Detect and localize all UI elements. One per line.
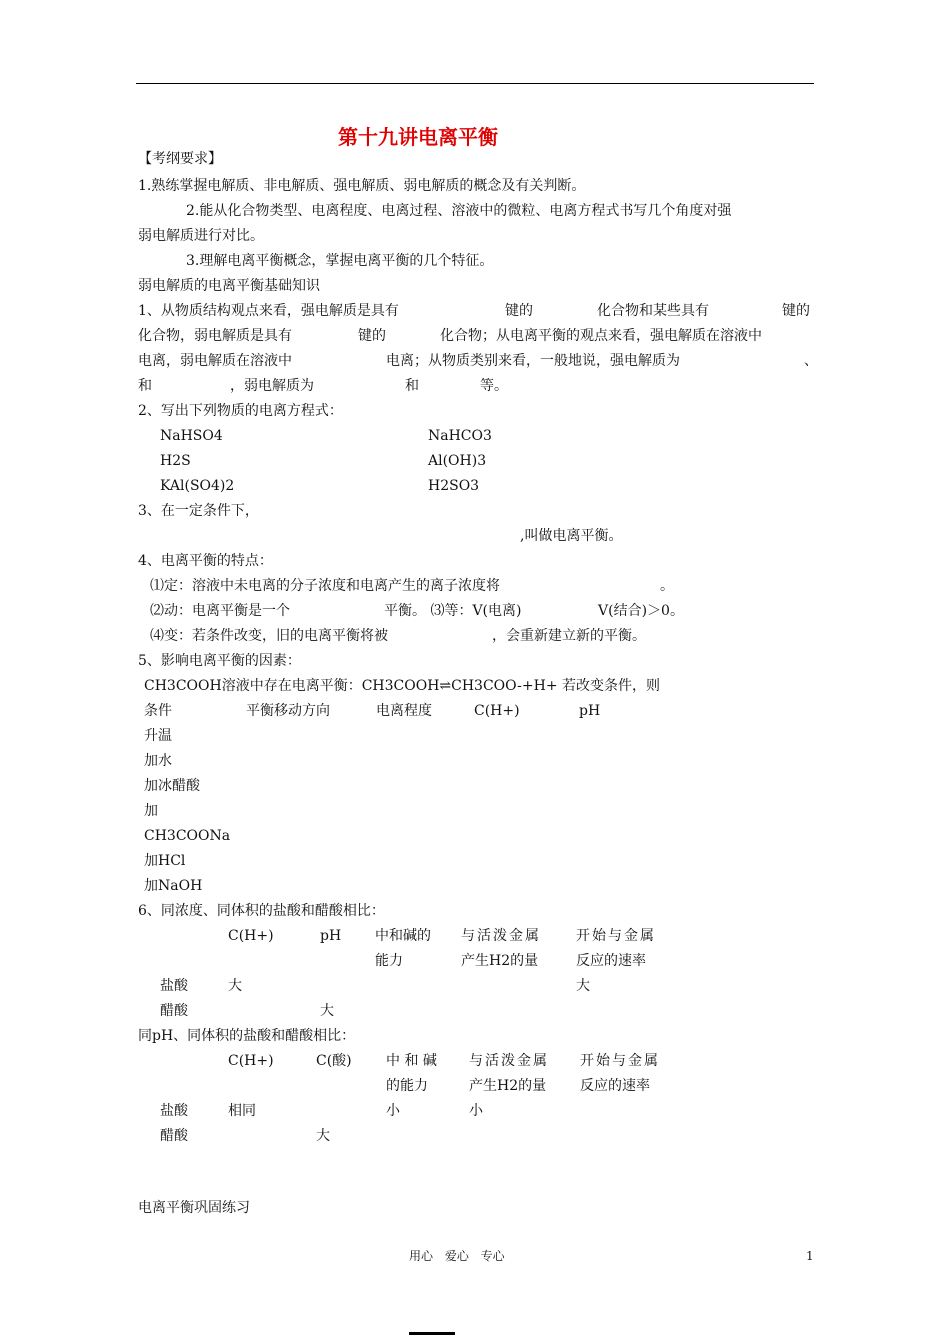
page-title: 第十九讲电离平衡	[338, 125, 498, 149]
q7-cell: 小	[386, 1103, 400, 1119]
q5-row: 升温	[144, 728, 172, 744]
q7-header: C(H+)	[228, 1053, 274, 1069]
q1-text: 电离；从物质类别来看，一般地说，强电解质为	[386, 353, 680, 369]
q7-row-label: 醋酸	[160, 1128, 188, 1144]
q5-row: 加	[144, 803, 158, 819]
q5-header: C(H+)	[474, 703, 520, 719]
q5-row: 加水	[144, 753, 172, 769]
q6-header: pH	[320, 928, 342, 944]
formula: NaHCO3	[428, 428, 492, 444]
q4-text: ⑴定：溶液中未电离的分子浓度和电离产生的离子浓度将	[150, 578, 500, 594]
formula: H2S	[160, 453, 191, 469]
q4-text: ⑵动：电离平衡是一个	[150, 603, 290, 619]
q1-text: 和	[405, 378, 419, 394]
section-practice: 电离平衡巩固练习	[138, 1200, 250, 1216]
q1-text: 键的	[358, 328, 386, 344]
q5-header: 条件	[144, 703, 172, 719]
q1-text: 和	[138, 378, 152, 394]
requirement-2b: 弱电解质进行对比。	[138, 228, 264, 244]
q6-header: 与活泼金属	[461, 928, 541, 944]
q7-header: 反应的速率	[580, 1078, 650, 1094]
q1-text: ，弱电解质为	[230, 378, 314, 394]
q4-text: ，会重新建立新的平衡。	[492, 628, 646, 644]
q7-header: C(酸)	[316, 1053, 352, 1069]
q5-header: pH	[579, 703, 601, 719]
section-basic: 弱电解质的电离平衡基础知识	[138, 278, 320, 294]
q5-row: 加NaOH	[144, 878, 203, 894]
q7-cell: 大	[316, 1128, 330, 1144]
q5-equation: CH3COOH溶液中存在电离平衡：CH3COOH⇌CH3COO-+H+ 若改变条件，则	[144, 678, 660, 694]
q6-cell: 大	[320, 1003, 334, 1019]
q6-row-label: 醋酸	[160, 1003, 188, 1019]
q1-text: 、	[804, 353, 818, 369]
formula: NaHSO4	[160, 428, 223, 444]
q1-text: 化合物，弱电解质是具有	[138, 328, 292, 344]
q5-header: 平衡移动方向	[246, 703, 330, 719]
q1-text: 电离，弱电解质在溶液中	[138, 353, 292, 369]
q5-row: 加冰醋酸	[144, 778, 200, 794]
q6-header: 开始与金属	[576, 928, 656, 944]
q5-row: CH3COONa	[144, 828, 231, 844]
q1-text: 化合物；从电离平衡的观点来看，强电解质在溶液中	[440, 328, 762, 344]
q4-text: V(结合)＞0。	[598, 603, 684, 619]
q7-header: 中 和 碱	[386, 1053, 437, 1069]
q4-text: 平衡。 ⑶等：V(电离)	[384, 603, 522, 619]
q6-header: C(H+)	[228, 928, 274, 944]
q3-line2: ,叫做电离平衡。	[520, 528, 623, 544]
q7-cell: 相同	[228, 1103, 256, 1119]
q6-header: 中和碱的	[375, 928, 431, 944]
q7-cell: 小	[469, 1103, 483, 1119]
q4-heading: 4、电离平衡的特点：	[138, 553, 273, 569]
formula: H2SO3	[428, 478, 480, 494]
q6-header: 反应的速率	[576, 953, 646, 969]
q4-text: ⑷变：若条件改变，旧的电离平衡将被	[150, 628, 388, 644]
q5-row: 加HCl	[144, 853, 186, 869]
q6-row-label: 盐酸	[160, 978, 188, 994]
page-edge-mark	[409, 1332, 455, 1335]
q7-heading: 同pH、同体积的盐酸和醋酸相比：	[138, 1028, 356, 1044]
q1-text: 键的	[505, 303, 533, 319]
q1-text: 等。	[480, 378, 508, 394]
formula: KAl(SO4)2	[160, 478, 235, 494]
page-number: 1	[806, 1249, 814, 1263]
q1-text: 1、从物质结构观点来看，强电解质是具有	[138, 303, 399, 319]
footer-slogan: 用心 爱心 专心	[409, 1249, 505, 1263]
q1-text: 键的	[782, 303, 810, 319]
q6-header: 产生H2的量	[461, 953, 539, 969]
q7-header: 开始与金属	[580, 1053, 660, 1069]
q7-header: 产生H2的量	[469, 1078, 547, 1094]
requirement-3: 3.理解电离平衡概念，掌握电离平衡的几个特征。	[186, 253, 494, 269]
q7-header: 与活泼金属	[469, 1053, 549, 1069]
section-outline: 【考纲要求】	[138, 151, 222, 167]
q5-heading: 5、影响电离平衡的因素：	[138, 653, 301, 669]
header-rule	[136, 83, 814, 84]
q7-row-label: 盐酸	[160, 1103, 188, 1119]
q5-header: 电离程度	[376, 703, 432, 719]
requirement-2a: 2.能从化合物类型、电离程度、电离过程、溶液中的微粒、电离方程式书写几个角度对强	[186, 203, 732, 219]
q2-heading: 2、写出下列物质的电离方程式：	[138, 403, 343, 419]
q6-heading: 6、同浓度、同体积的盐酸和醋酸相比：	[138, 903, 385, 919]
q6-cell: 大	[228, 978, 242, 994]
q6-cell: 大	[576, 978, 590, 994]
formula: Al(OH)3	[428, 453, 487, 469]
q1-text: 化合物和某些具有	[597, 303, 709, 319]
q7-header: 的能力	[386, 1078, 428, 1094]
q6-header: 能力	[375, 953, 403, 969]
q4-text: 。	[660, 578, 674, 594]
requirement-1: 1.熟练掌握电解质、非电解质、强电解质、弱电解质的概念及有关判断。	[138, 178, 586, 194]
q3-line1: 3、在一定条件下，	[138, 503, 259, 519]
